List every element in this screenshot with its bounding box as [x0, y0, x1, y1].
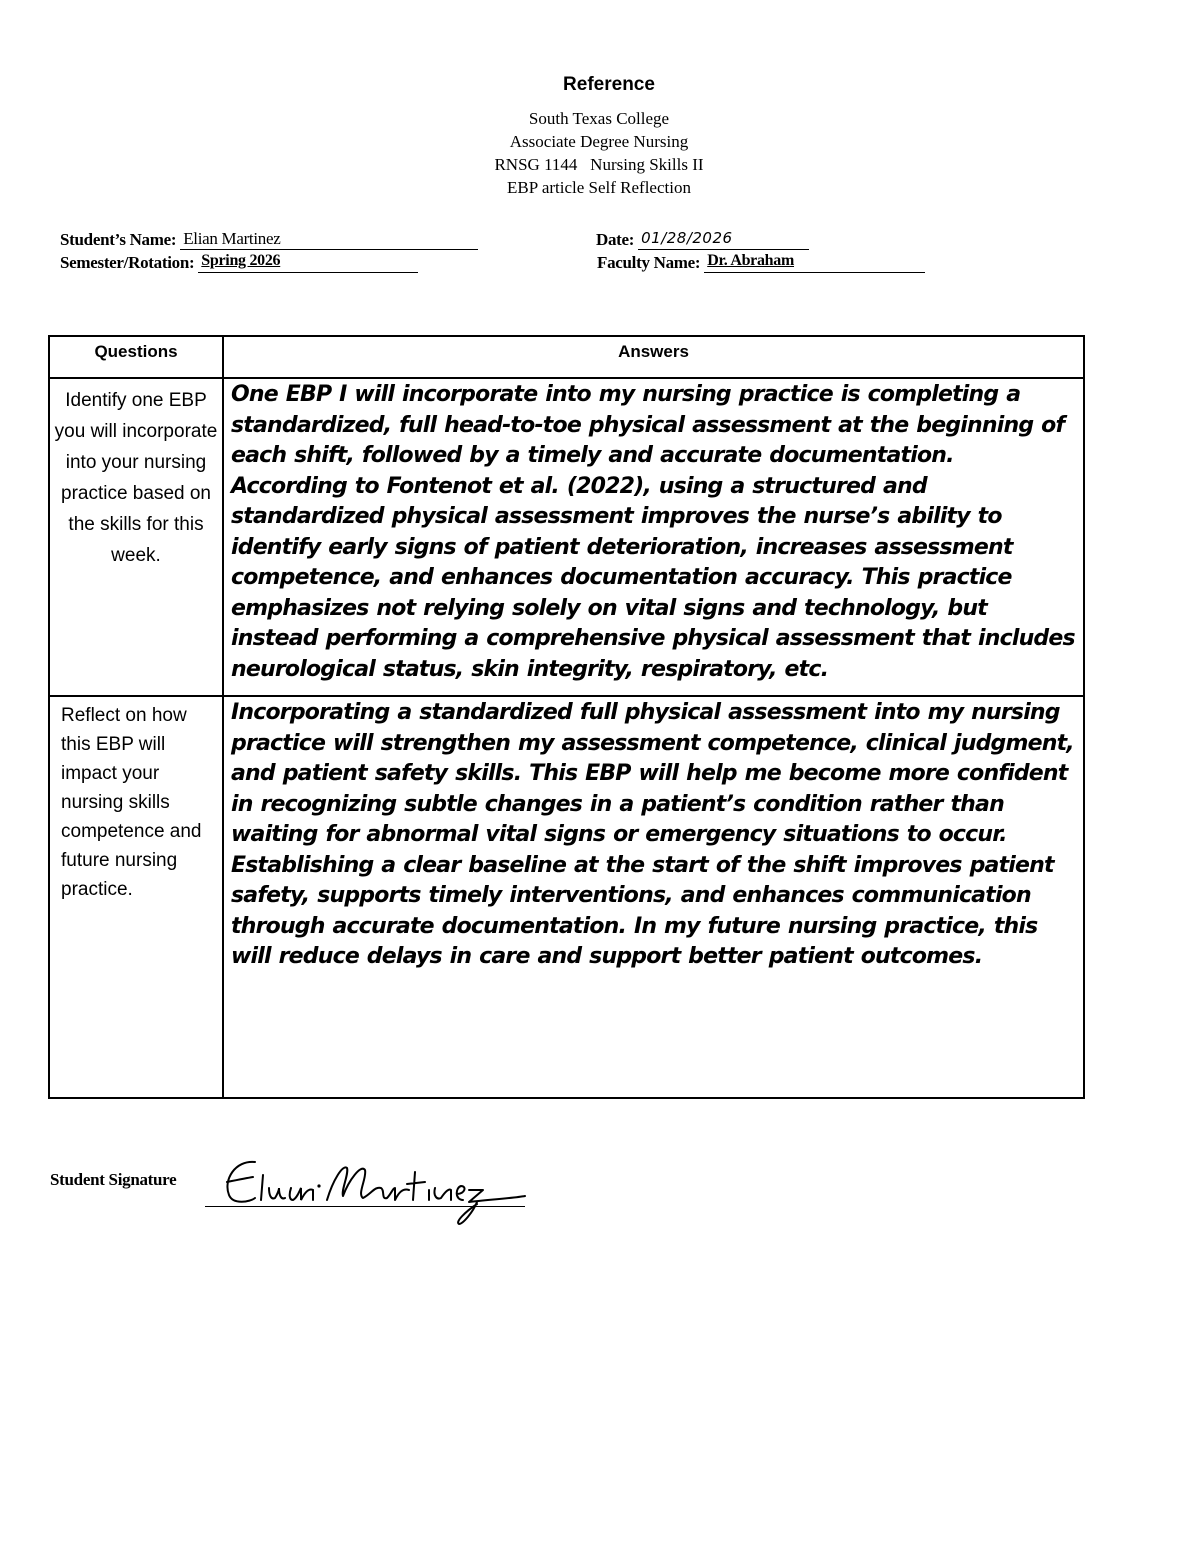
date-field — [596, 229, 809, 250]
program-name: Associate Degree Nursing — [509, 132, 689, 151]
questions-header: Questions — [49, 336, 223, 378]
student-name-value: Elian Martinez — [180, 229, 478, 250]
table-row — [49, 696, 1084, 1098]
faculty-label: Faculty Name: — [597, 253, 701, 272]
document-header — [0, 107, 1198, 199]
question-cell: Identify one EBP you will incorporate into your nursing practice based on the skills for this week. — [49, 378, 223, 696]
table-row — [49, 378, 1084, 696]
signature-label: Student Signature — [50, 1170, 177, 1189]
faculty-value: Dr. Abraham — [704, 252, 925, 273]
table-header-row — [49, 336, 1084, 378]
reflection-table — [48, 335, 1085, 1099]
assignment-name: EBP article Self Reflection — [507, 178, 691, 197]
semester-field — [60, 252, 418, 273]
handwritten-signature — [215, 1150, 545, 1235]
reference-title: Reference — [563, 74, 655, 95]
date-value: 01/28/2026 — [638, 229, 809, 250]
semester-label: Semester/Rotation: — [60, 253, 195, 272]
course-name: RNSG 1144 Nursing Skills II — [494, 155, 704, 174]
answer-cell: Incorporating a standardized full physical assessment into my nursing practice will strengthen my assessment competence, clinical judgment, and patient safety skills. This EBP will help me become more confident in recognizing subtle changes in a patient’s condition rather than waiting for abnormal vital signs or emergency situations to occur. Establishing a clear baseline at the start of the shift improves patient safety, supports timely interventions, and enhances communication through accurate documentation. In my future nursing practice, this will reduce delays in care and support better patient outcomes. — [223, 696, 1084, 1098]
date-label: Date: — [596, 230, 635, 249]
semester-value: Spring 2026 — [198, 252, 418, 273]
answers-header: Answers — [223, 336, 1084, 378]
student-name-field — [60, 229, 478, 250]
answer-cell: One EBP I will incorporate into my nursing practice is completing a standardized, full head-to-toe physical assessment at the beginning of each shift, followed by a timely and accurate documentation. According to Fontenot et al. (2022), using a structured and standardized physical assessment improves the nurse’s ability to identify early signs of patient deterioration, increases assessment competence, and enhances documentation accuracy. This practice emphasizes not relying solely on vital signs and technology, but instead performing a comprehensive physical assessment that includes neurological status, skin integrity, respiratory, etc. — [223, 378, 1084, 696]
faculty-field — [597, 252, 925, 273]
student-name-label: Student’s Name: — [60, 230, 177, 249]
question-cell: Reflect on how this EBP will impact your nursing skills competence and future nursing practice. — [49, 696, 223, 1098]
college-name: South Texas College — [528, 109, 670, 128]
